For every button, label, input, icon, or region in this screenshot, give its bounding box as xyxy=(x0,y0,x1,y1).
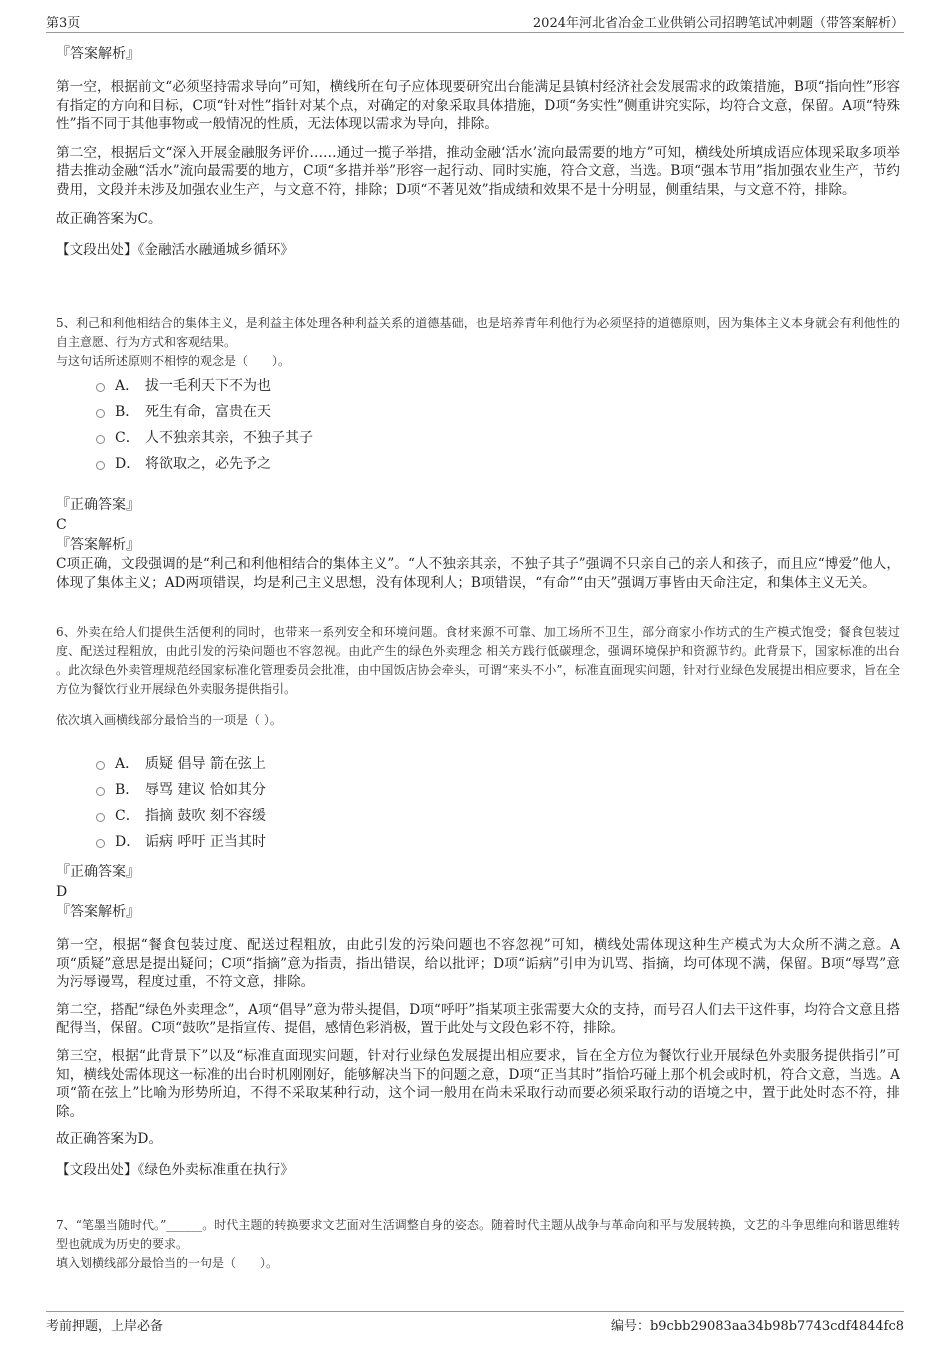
analysis-conclusion: 故正确答案为D。 xyxy=(56,1131,163,1148)
option-a[interactable]: A． 拔一毛利天下不为也 xyxy=(96,372,313,398)
question-stem: 5、利己和利他相结合的集体主义，是利益主体处理各种利益关系的道德基础，也是培养青年利他行为必须坚持的道德原则，因为集体主义本身就会有利他性的自主意愿、行为方式和客观结果。 xyxy=(56,316,900,349)
option-b[interactable]: B． 死生有命，富贵在天 xyxy=(96,398,313,424)
analysis-paragraph: 第一空，根据前文“必须坚持需求导向”可知，横线所在句子应体现要研究出台能满足县镇村经济社会发展需求的政策措施，B项“指向性”形容有指定的方向和目标，C项“针对性”指针对某个点，对确定的对象采取具体措施，D项“务实性”侧重讲究实际，均符合文意，保留。A项“特殊性”指不同于其他事物或一般情况的性质，无法体现以需求为导向，排除。 xyxy=(56,79,900,133)
analysis-label: 『答案解析』 xyxy=(56,46,140,62)
radio-icon[interactable] xyxy=(96,813,105,822)
correct-answer-label: 『正确答案』 xyxy=(56,497,140,513)
q5-answer xyxy=(56,495,900,592)
question-stem: 7、“笔墨当随时代。”______。时代主题的转换要求文艺面对生活调整自身的姿态。随着时代主题从战争与革命向和平与发展转换，文艺的斗争思维向和谐思维转型也就成为历史的要求。 xyxy=(56,1218,900,1251)
analysis-paragraph: 第二空，搭配“绿色外卖理念”，A项“倡导”意为带头提倡，D项“呼吁”指某项主张需要大众的支持，而号召人们去干这件事，均符合文意且搭配得当，保留。C项“鼓吹”是指宣传、提倡，感情色彩消极，置于此处与文段色彩不符，排除。 xyxy=(56,1001,900,1037)
question-7 xyxy=(56,1216,900,1273)
analysis-paragraph: 第三空，根据“此背景下”以及“标准直面现实问题，针对行业绿色发展提出相应要求，旨在全方位为餐饮行业开展绿色外卖服务提供指引”可知，横线处需体现这一标准的出台时机刚刚好，能够解决当下的问题之意，D项“正当其时”指恰巧碰上那个机会或时机，符合文意，当选。A项“箭在弦上”比喻为形势所迫，不得不采取某种行动，这个词一般用在尚未采取行动而要必须采取行动的语境之中，置于此处时态不符，排除。 xyxy=(56,1047,900,1120)
radio-icon[interactable] xyxy=(96,787,105,796)
option-a[interactable]: A． 质疑 倡导 箭在弦上 xyxy=(96,750,266,776)
source-citation: 【文段出处】《金融活水融通城乡循环》 xyxy=(56,242,294,259)
analysis-conclusion: 故正确答案为C。 xyxy=(56,210,162,227)
option-c[interactable]: C． 人不独亲其亲，不独子其子 xyxy=(96,424,313,450)
option-d[interactable]: D． 将欲取之，必先予之 xyxy=(96,450,313,476)
analysis-paragraph: 第一空，根据“餐食包装过度、配送过程粗放，由此引发的污染问题也不容忽视”可知，横线处需体现这种生产模式为大众所不满之意。A项“质疑”意思是提出疑问；C项“指摘”意为指责，指出错误，给以批评；D项“诟病”引申为讥骂、指摘，均可体现不满，保留。B项“辱骂”意为污辱谩骂，程度过重，不符文意，排除。 xyxy=(56,937,900,991)
footer-slogan: 考前押题，上岸必备 xyxy=(46,1319,164,1334)
correct-answer: C xyxy=(56,517,67,533)
radio-icon[interactable] xyxy=(96,761,105,770)
page-footer xyxy=(46,1311,904,1334)
page-header xyxy=(46,12,904,33)
q4-analysis xyxy=(56,44,900,260)
radio-icon[interactable] xyxy=(96,409,105,418)
radio-icon[interactable] xyxy=(96,461,105,470)
radio-icon[interactable] xyxy=(96,839,105,848)
option-b[interactable]: B． 辱骂 建议 恰如其分 xyxy=(96,776,266,802)
q6-answer xyxy=(56,862,900,1180)
q5-options xyxy=(96,372,313,476)
document-code: 编号：b9cbb29083aa34b98b7743cdf4844fc8 xyxy=(610,1319,904,1334)
option-c[interactable]: C． 指摘 鼓吹 刻不容缓 xyxy=(96,802,266,828)
analysis-label: 『答案解析』 xyxy=(56,537,140,553)
correct-answer-label: 『正确答案』 xyxy=(56,864,140,880)
analysis-paragraph: C项正确，文段强调的是“利己和利他相结合的集体主义”。“人不独亲其亲，不独子其子”强调不只亲自己的亲人和孩子，而且应“博爱”他人，体现了集体主义；AD两项错误，均是利己主义思想，没有体现利人；B项错误，“有命”“由天”强调万事皆由天命注定，和集体主义无关。 xyxy=(56,556,900,591)
source-citation: 【文段出处】《绿色外卖标准重在执行》 xyxy=(56,1161,294,1178)
question-stem: 6、外卖在给人们提供生活便利的同时，也带来一系列安全和环境问题。食材来源不可靠、加工场所不卫生，部分商家小作坊式的生产模式饱受；餐食包装过度、配送过程粗放，由此引发的污染问题也不容忽视。由此产生的绿色外卖理念 相关方践行低碳理念，强调环境保护和资源节约。此背景下，国家标准的出台 。此次绿色外卖管理规范经国家标准化管理委员会批准，由中国饭店协会牵头，可谓“来头不小”，标准直面现实问题，针对行业绿色发展提出相应要求，旨在全方位为餐饮行业开展绿色外卖服务提供指引。 xyxy=(56,625,900,696)
question-6 xyxy=(56,623,900,730)
document-title: 2024年河北省冶金工业供销公司招聘笔试冲刺题（带答案解析） xyxy=(532,16,904,31)
question-prompt: 填入划横线部分最恰当的一句是（ ）。 xyxy=(56,1256,279,1270)
correct-answer: D xyxy=(56,884,68,900)
analysis-paragraph: 第二空，根据后文“深入开展金融服务评价……通过一揽子举措，推动金融‘活水’流向最需要的地方”可知，横线处所填成语应体现采取多项举措去推动金融“活水”流向最需要的地方，C项“多措并举”形容一起行动、同时实施，符合文意，当选。B项“强本节用”指加强农业生产，节约费用，文段并未涉及加强农业生产，与文意不符，排除；D项“不著见效”指成绩和效果不是十分明显，侧重结果，与文意不符，排除。 xyxy=(56,144,900,198)
question-5 xyxy=(56,314,900,371)
question-prompt: 与这句话所述原则不相悖的观念是（ ）。 xyxy=(56,354,291,368)
analysis-label: 『答案解析』 xyxy=(56,904,140,920)
q6-options xyxy=(96,750,266,854)
page-number: 第3页 xyxy=(46,16,81,31)
option-d[interactable]: D． 诟病 呼吁 正当其时 xyxy=(96,828,266,854)
question-prompt: 依次填入画横线部分最恰当的一项是（ ）。 xyxy=(56,713,282,727)
radio-icon[interactable] xyxy=(96,435,105,444)
radio-icon[interactable] xyxy=(96,383,105,392)
